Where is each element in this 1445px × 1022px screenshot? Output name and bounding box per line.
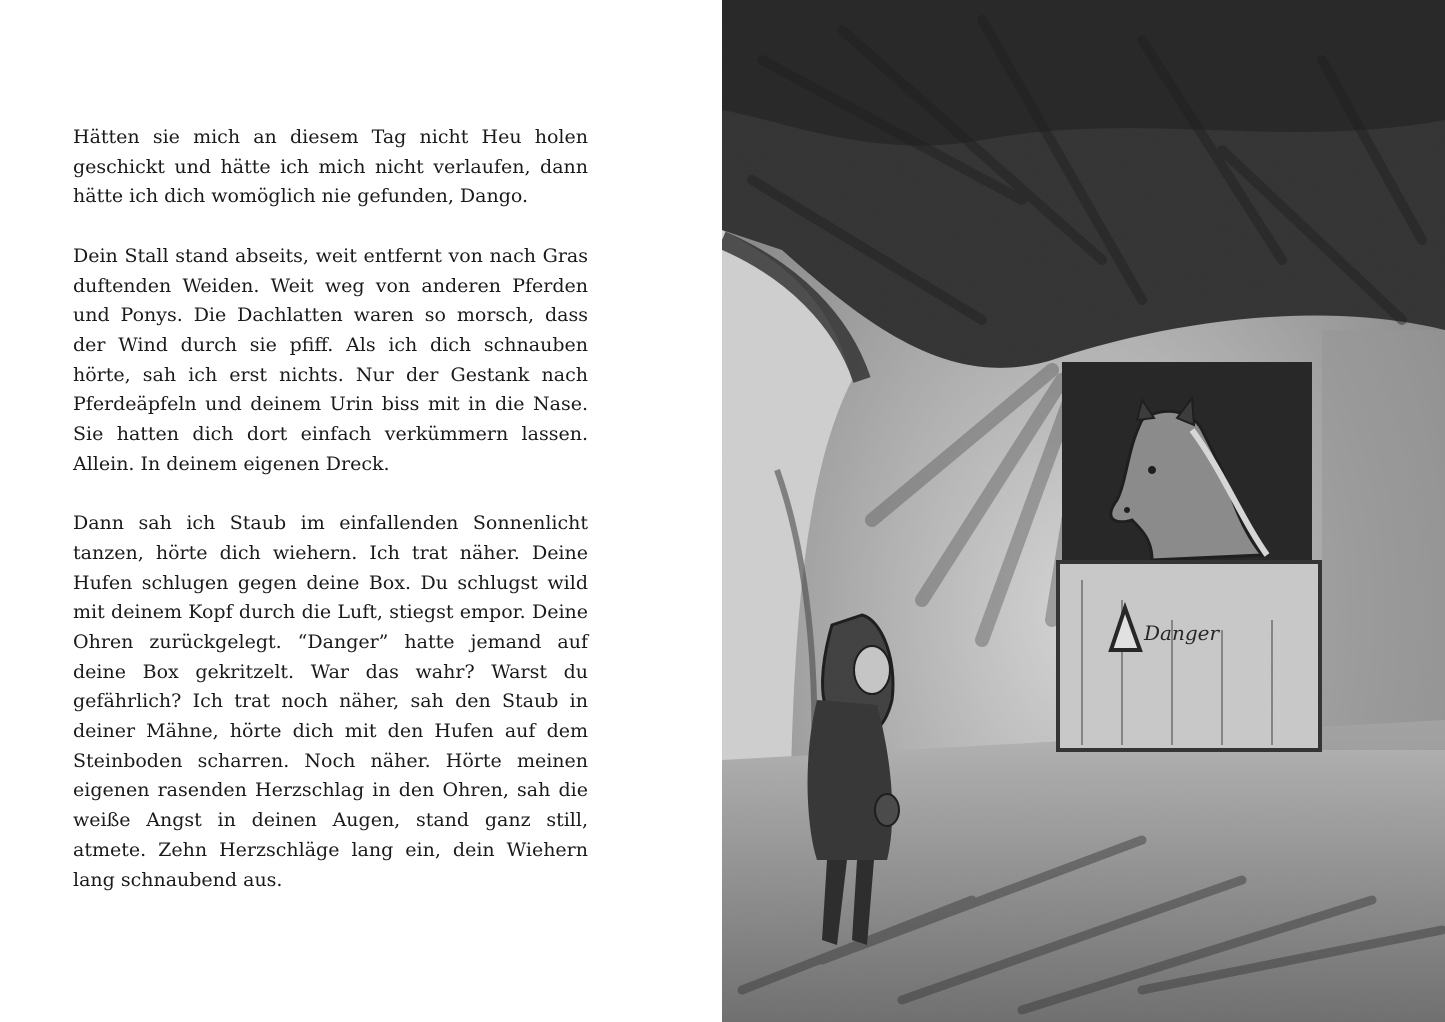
- danger-sign-text: Danger: [1144, 621, 1220, 645]
- text-page: [0, 0, 722, 1022]
- paragraph-3: Dann sah ich Staub im einfallenden Sonnenlicht tanzen, hörte dich wiehern. Ich trat näher. Deine Hufen schlugen gegen deine Box. Du schlugst wild mit deinem Kopf durch die Luft, stiegst empor. Deine Ohren zurückgelegt. “Danger” hatte jemand auf deine Box gekritzelt. War das wahr? Warst du gefährlich? Ich trat noch näher, sah den Staub in deiner Mähne, hörte dich mit den Hufen auf dem Steinboden scharren. Noch näher. Hörte meinen eigenen rasenden Herzschlag in den Ohren, sah die weiße Angst in deinen Augen, stand ganz still, atmete. Zehn Herzschläge lang ein, dein Wiehern lang schnaubend aus.: [73, 512, 588, 891]
- charcoal-illustration: [722, 0, 1445, 1022]
- paragraph-2: Dein Stall stand abseits, weit entfernt von nach Gras duftenden Weiden. Weit weg von anderen Pferden und Ponys. Die Dachlatten waren so morsch, dass der Wind durch sie pfiff. Als ich dich schnauben hörte, sah ich erst nichts. Nur der Gestank nach Pferdeäpfeln und deinem Urin biss mit in die Nase. Sie hatten dich dort einfach verkümmern lassen. Allein. In deinem eigenen Dreck.: [73, 244, 588, 475]
- stable-drawing: [722, 0, 1445, 1022]
- story-text: [73, 123, 588, 925]
- paragraph-1: Hätten sie mich an diesem Tag nicht Heu holen geschickt und hätte ich mich nicht verlaufen, dann hätte ich dich womöglich nie gefunden, Dango.: [73, 126, 588, 208]
